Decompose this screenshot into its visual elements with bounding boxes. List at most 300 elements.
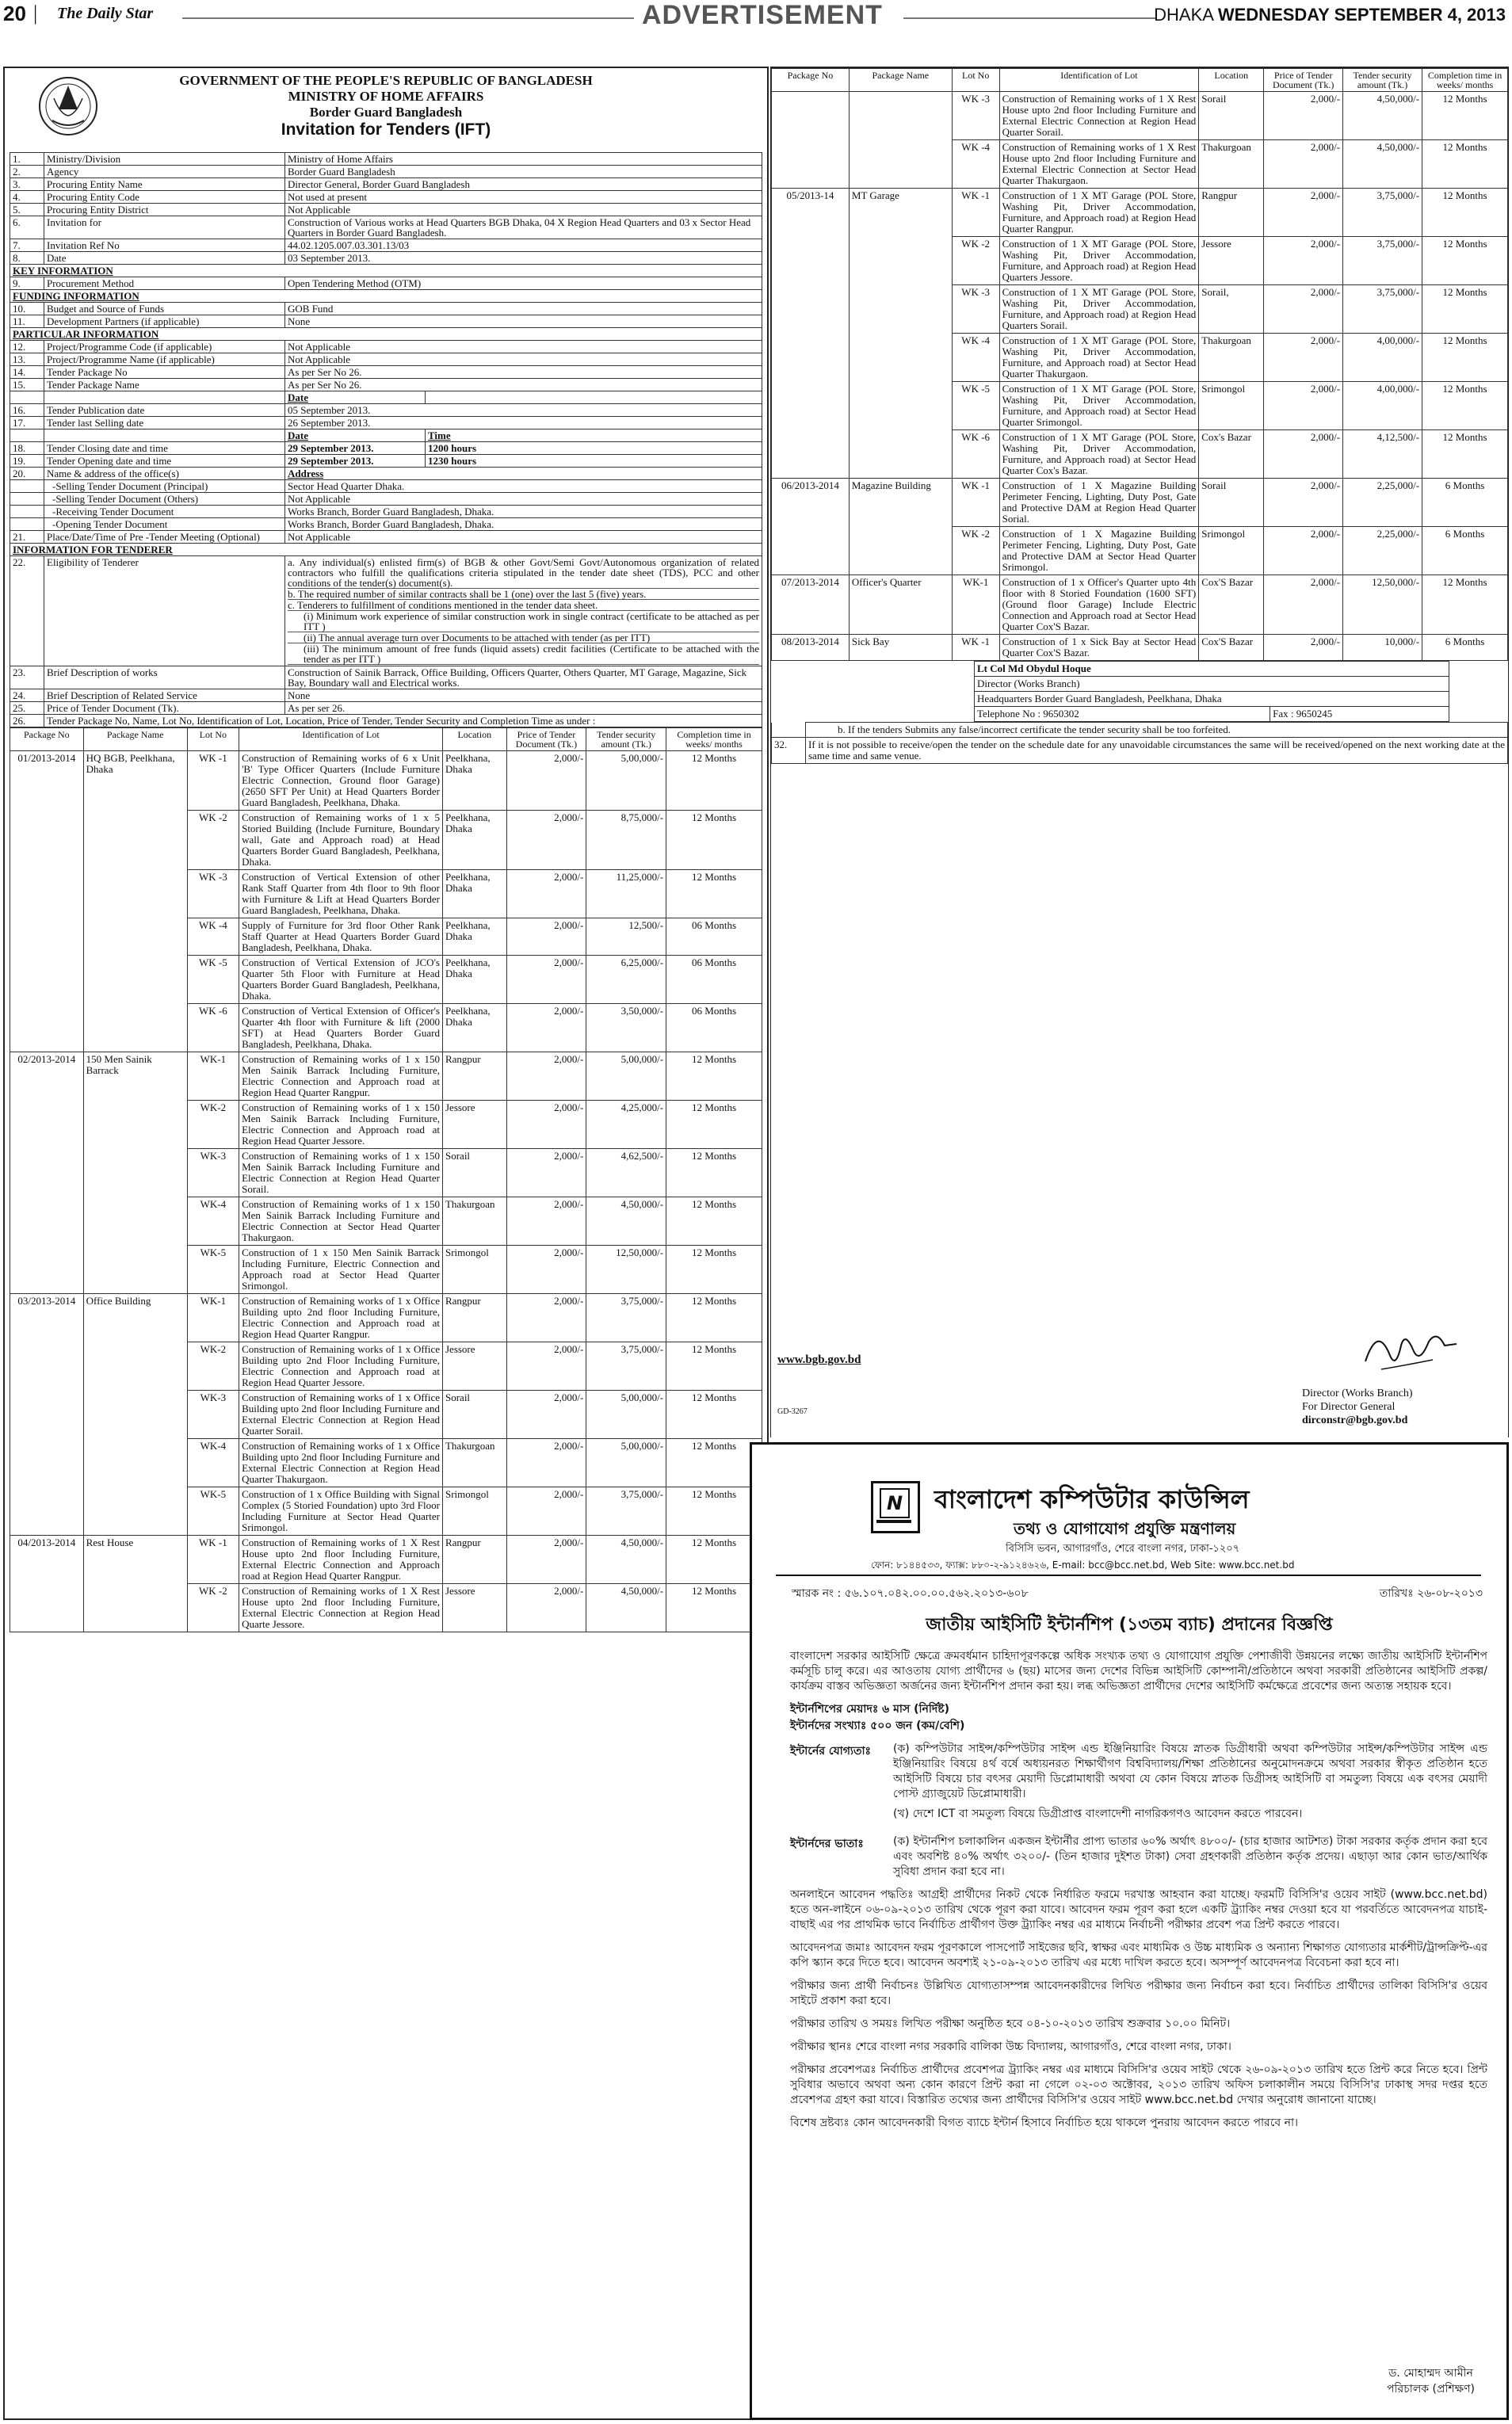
package-no: 07/2013-2014 xyxy=(772,575,850,635)
column-header: Package Name xyxy=(83,728,187,751)
lot-identification: Construction of Remaining works of 1 x 5 Storied Building (Include Furniture, Boundary wall, Gate and Approach road) at Head Quarters Border Guard Bangladesh, Peelkhana, Dhaka. xyxy=(239,811,443,870)
tender-security: 3,75,000/- xyxy=(586,1487,666,1536)
blank-cell xyxy=(44,391,285,404)
info-row-value: GOB Fund xyxy=(285,303,762,315)
info-row-num: 14. xyxy=(10,366,44,379)
info-row-key: Project/Programme Name (if applicable) xyxy=(44,353,285,366)
tender-price: 2,000/- xyxy=(1264,140,1343,189)
info-row-key: -Opening Tender Document xyxy=(44,518,285,531)
tender-price: 2,000/- xyxy=(506,1294,586,1342)
info-row-key: Procuring Entity Name xyxy=(44,178,285,191)
bcc-elig-kha: (খ) দেশে ICT বা সমতুল্য বিষয়ে ডিগ্রীপ্রাপ্ত বাংলাদেশী নাগরিকগণও আবেদন করতে পারবেন। xyxy=(893,1808,1303,1820)
bcc-duration: ইন্টার্নশিপের মেয়াদঃ ৬ মাস (নির্দিষ্ট) xyxy=(790,1703,950,1716)
completion-time: 12 Months xyxy=(1422,382,1508,430)
lot-identification: Construction of 1 X MT Garage (POL Store, Washing Pit, Driver Accommodation, Furniture, and Approach road) at Sector Head Quarter Srimongol. xyxy=(999,382,1199,430)
eligibility-item: (i) Minimum work experience of similar construction work in single contract (certificate to be attached as per ITT ) xyxy=(288,611,759,632)
info-row-value: Address xyxy=(285,468,762,480)
lot-location: Jessore xyxy=(1199,237,1264,285)
tender-price: 2,000/- xyxy=(506,1197,586,1246)
signature-block xyxy=(1302,1387,1413,1427)
lot-identification: Construction of 1 X MT Garage (POL Store, Washing Pit, Driver Accommodation, Furniture, and Approach road) at Region Head Quarter Rangpur. xyxy=(999,189,1199,237)
lot-identification: Supply of Furniture for 3rd floor Other Rank Staff Quarter at Head Quarters Border Guard Bangladesh, Peelkhana, Dhaka. xyxy=(239,918,443,956)
lot-identification: Construction of Remaining works of 1 X Rest House upto 2nd floor Including Furniture and External Electric Connection at Sector Head Quarter Thakurgaon. xyxy=(999,140,1199,189)
tender-price: 2,000/- xyxy=(1264,237,1343,285)
info-row-num: 4. xyxy=(10,191,44,204)
bcc-allow-label: ইন্টার্নদের ভাতাঃ xyxy=(790,1838,864,1850)
info-row-value: Works Branch, Border Guard Bangladesh, Dhaka. xyxy=(285,518,762,531)
lot-location: Jessore xyxy=(442,1101,506,1149)
completion-time: 6 Months xyxy=(1422,527,1508,575)
lot-no: WK-4 xyxy=(187,1197,239,1246)
lot-no: WK -3 xyxy=(952,285,999,334)
lot-no: WK -6 xyxy=(187,1004,239,1052)
agency-title: Border Guard Bangladesh xyxy=(309,105,463,120)
info-row-key: -Selling Tender Document (Others) xyxy=(44,493,285,506)
tender-price: 2,000/- xyxy=(506,1487,586,1536)
blank-cell xyxy=(44,429,285,442)
info-row xyxy=(10,455,762,468)
info-row-key: Tender Closing date and time xyxy=(44,442,285,455)
lot-location: Thakurgoan xyxy=(1199,140,1264,189)
tender-security: 6,25,000/- xyxy=(586,956,666,1004)
bcc-count: ইন্টার্নদের সংখ্যাঃ ৫০০ জন (কম/বেশি) xyxy=(790,1720,965,1732)
header-rule-left xyxy=(182,17,634,19)
table-row xyxy=(10,1294,762,1342)
completion-time: 12 Months xyxy=(666,1101,762,1149)
ift-info-table xyxy=(10,152,762,727)
header-separator: | xyxy=(33,2,38,25)
info-row-num xyxy=(10,480,44,493)
info-row xyxy=(10,341,762,353)
lot-location: Peelkhana, Dhaka xyxy=(442,870,506,918)
info-section xyxy=(10,265,762,277)
info-row-value: As per Ser No 26. xyxy=(285,379,762,391)
package-name: Magazine Building xyxy=(849,479,952,575)
info-row xyxy=(10,689,762,702)
info-row-key: -Receiving Tender Document xyxy=(44,506,285,518)
info-row-num: 13. xyxy=(10,353,44,366)
contact-block xyxy=(974,661,1449,722)
info-row xyxy=(10,715,762,727)
column-header: Completion time in weeks/ months xyxy=(666,728,762,751)
column-header: Identification of Lot xyxy=(999,69,1199,92)
info-row-value: 29 September 2013. xyxy=(285,442,426,455)
info-row-value: 26 September 2013. xyxy=(285,417,762,429)
lot-location: Peelkhana, Dhaka xyxy=(442,811,506,870)
tender-security: 12,500/- xyxy=(586,918,666,956)
bcc-exam-date: পরীক্ষার তারিখ ও সময়ঃ লিখিত পরীক্ষা অনুষ্ঠিত হবে ০৪-১০-২০১৩ তারিখ শুক্রবার ১০.০০ মিনিট। xyxy=(790,2017,1231,2030)
lot-no: WK -2 xyxy=(952,527,999,575)
tender-security: 4,00,000/- xyxy=(1343,334,1422,382)
completion-time: 12 Months xyxy=(666,1197,762,1246)
tender-security: 4,50,000/- xyxy=(1343,140,1422,189)
completion-time: 12 Months xyxy=(666,811,762,870)
right-works-table xyxy=(771,68,1508,661)
column-header: Price of Tender Document (Tk.) xyxy=(506,728,586,751)
info-row-key: Procuring Entity District xyxy=(44,204,285,216)
info-row-value: None xyxy=(285,315,762,328)
eligibility-item: a. Any individual(s) enlisted firm(s) of BGB & other Govt/Semi Govt/Autonomous organization of related contractors who fulfill the qualifications criteria stipulated in the tender date sheet (TDS), PCC and other conditions of the tender(s) document(s). xyxy=(288,556,759,589)
table-row xyxy=(772,575,1508,635)
table-row xyxy=(10,1052,762,1101)
info-row xyxy=(10,556,762,666)
lot-identification: Construction of Vertical Extension of other Rank Staff Quarter from 4th floor to 9th floor with Furniture & Lift at Head Quarters Border Guard Bangladesh, Peelkhana, Dhaka. xyxy=(239,870,443,918)
info-row xyxy=(10,277,762,290)
lot-identification: Construction of Remaining works of 1 x 150 Men Sainik Barrack Including Furniture, Electric Connection and Approach road at Region Head Quarter Jessore. xyxy=(239,1101,443,1149)
tender-price: 2,000/- xyxy=(1264,285,1343,334)
info-row-num: 23. xyxy=(10,666,44,689)
completion-time: 6 Months xyxy=(1422,635,1508,661)
info-row-num xyxy=(10,518,44,531)
info-row-value: Director General, Border Guard Bangladesh xyxy=(285,178,762,191)
info-row-key: Agency xyxy=(44,166,285,178)
info-row-num: 6. xyxy=(10,216,44,239)
tender-security: 4,25,000/- xyxy=(586,1101,666,1149)
lot-no: WK -4 xyxy=(952,334,999,382)
info-row-value: 44.02.1205.007.03.301.13/03 xyxy=(285,239,762,252)
info-row-value: Not Applicable xyxy=(285,353,762,366)
bcc-signature xyxy=(1387,2365,1475,2397)
sig-for: For Director General xyxy=(1302,1401,1396,1413)
info-row-num: 20. xyxy=(10,468,44,480)
info-section xyxy=(10,328,762,341)
info-row-key: Tender Publication date xyxy=(44,404,285,417)
header-date xyxy=(1154,5,1506,25)
lot-location: Srimongol xyxy=(1199,527,1264,575)
info-row-key: Development Partners (if applicable) xyxy=(44,315,285,328)
info-row-num xyxy=(10,506,44,518)
lot-location: Thakurgoan xyxy=(442,1439,506,1487)
info-row xyxy=(10,404,762,417)
info-row-num: 11. xyxy=(10,315,44,328)
table-row xyxy=(772,479,1508,527)
tender-security: 2,25,000/- xyxy=(1343,479,1422,527)
completion-time: 12 Months xyxy=(666,1487,762,1536)
lot-location: Rangpur xyxy=(442,1294,506,1342)
info-row-value: Construction of Sainik Barrack, Office Building, Officers Quarter, Others Quarter, MT Garage, Magazine, Sick Bay, Boundary wall and Electrical works. xyxy=(285,666,762,689)
info-row-num: 25. xyxy=(10,702,44,715)
lot-location: Rangpur xyxy=(442,1536,506,1584)
info-row-num: 19. xyxy=(10,455,44,468)
info-row-value: Border Guard Bangladesh xyxy=(285,166,762,178)
bgb-website-link[interactable]: www.bgb.gov.bd xyxy=(777,1353,861,1366)
info-row-key: Tender Package No xyxy=(44,366,285,379)
info-row-value: Not Applicable xyxy=(285,341,762,353)
package-name: Rest House xyxy=(83,1536,187,1632)
completion-time: 06 Months xyxy=(666,956,762,1004)
info-row-num: 10. xyxy=(10,303,44,315)
column-header: Tender security amount (Tk.) xyxy=(1343,69,1422,92)
lot-no: WK -4 xyxy=(952,140,999,189)
package-name: HQ BGB, Peelkhana, Dhaka xyxy=(83,751,187,1052)
bcc-logo-icon xyxy=(871,1481,920,1533)
info-row-num: 2. xyxy=(10,166,44,178)
lot-identification: Construction of Vertical Extension of Officer's Quarter 4th floor with Furniture & lift (2000 SFT) at Head Quarters Border Guard Bangladesh, Peelkhana, Dhaka. xyxy=(239,1004,443,1052)
column-header: Location xyxy=(442,728,506,751)
info-row-value: Sector Head Quarter Dhaka. xyxy=(285,480,762,493)
lot-no: WK-2 xyxy=(187,1101,239,1149)
info-row xyxy=(10,252,762,265)
info-row-key: Tender Opening date and time xyxy=(44,455,285,468)
blank-cell xyxy=(10,429,44,442)
lot-location: Thakurgoan xyxy=(442,1197,506,1246)
info-row-value: Not Applicable xyxy=(285,204,762,216)
info-row xyxy=(10,315,762,328)
info-row xyxy=(10,191,762,204)
completion-time: 12 Months xyxy=(1422,575,1508,635)
tender-price: 2,000/- xyxy=(1264,479,1343,527)
lot-location: Sorail xyxy=(442,1149,506,1197)
tender-price: 2,000/- xyxy=(1264,527,1343,575)
lot-location: Srimongol xyxy=(442,1246,506,1294)
time-header: Time xyxy=(426,429,762,442)
info-row xyxy=(10,216,762,239)
info-row-value: 03 September 2013. xyxy=(285,252,762,265)
lot-identification: Construction of Remaining works of 6 x Unit 'B' Type Officer Quarters (Include Furniture Electric Connection, Ground floor Garage) (2650 SFT Per Unit) at Head Quarters Border Guard Bangladesh, Peelkhana, Dhaka. xyxy=(239,751,443,811)
info-row-num: 17. xyxy=(10,417,44,429)
contact-designation: Director (Works Branch) xyxy=(975,677,1449,692)
tender-price: 2,000/- xyxy=(506,1439,586,1487)
column-header: Completion time in weeks/ months xyxy=(1422,69,1508,92)
header-city: DHAKA xyxy=(1154,5,1213,25)
lot-location: Peelkhana, Dhaka xyxy=(442,956,506,1004)
tender-security: 4,00,000/- xyxy=(1343,382,1422,430)
info-row-num: 8. xyxy=(10,252,44,265)
bgb-ift-continued xyxy=(770,67,1509,1437)
lot-location: Peelkhana, Dhaka xyxy=(442,751,506,811)
completion-time: 12 Months xyxy=(1422,285,1508,334)
masthead: The Daily Star xyxy=(57,5,154,22)
completion-time: 12 Months xyxy=(666,751,762,811)
info-row xyxy=(10,417,762,429)
lot-no: WK -1 xyxy=(187,751,239,811)
bcc-notice-title: জাতীয় আইসিটি ইন্টার্নশিপ (১৩তম ব্যাচ) প্রদানের বিজ্ঞপ্তি xyxy=(926,1615,1333,1635)
info-row-value: As per ser 26. xyxy=(285,702,762,715)
info-row-num: 22. xyxy=(10,556,44,666)
info-row-value: As per Ser No 26. xyxy=(285,366,762,379)
info-row-num: 5. xyxy=(10,204,44,216)
lot-identification: Construction of Remaining works of 1 x Office Building upto 2nd floor Including Furniture and External Electric Connection at Region Head Quarter Sorail. xyxy=(239,1391,443,1439)
lot-no: WK-2 xyxy=(187,1342,239,1391)
info-row-key: Tender last Selling date xyxy=(44,417,285,429)
info-row xyxy=(10,379,762,391)
header-date-text: WEDNESDAY SEPTEMBER 4, 2013 xyxy=(1217,5,1506,25)
section-heading: FUNDING INFORMATION xyxy=(10,290,762,303)
column-header: Package Name xyxy=(849,69,952,92)
tender-price: 2,000/- xyxy=(506,811,586,870)
bcc-address: বিসিসি ভবন, আগারগাঁও, শেরে বাংলা নগর, ঢাকা-১২০৭ xyxy=(1006,1543,1240,1555)
tender-security: 4,62,500/- xyxy=(586,1149,666,1197)
tender-security: 4,50,000/- xyxy=(586,1197,666,1246)
completion-time: 6 Months xyxy=(1422,479,1508,527)
gd-code: GD-3267 xyxy=(777,1407,808,1416)
info-row-key: Price of Tender Document (Tk). xyxy=(44,702,285,715)
lot-identification: Construction of Remaining works of 1 X Rest House upto 2nd floor Including Furniture, External Electric Connection at Region Head Quarte Jessore. xyxy=(239,1584,443,1632)
tender-price: 2,000/- xyxy=(506,918,586,956)
lot-location: Cox'S Bazar xyxy=(1199,575,1264,635)
info-row xyxy=(10,518,762,531)
bcc-admit: পরীক্ষার প্রবেশপত্রঃ নির্বাচিত প্রার্থীদের প্রবেশপত্র ট্র্যাকিং নম্বর এর মাধ্যমে বিসিসি'র ওয়েব সাইট থেকে ২৬-০৯-২০১৩ তারিখ হতে প্রিন্ট করে নিতে হবে। প্রিন্ট সুবিধার অভাবে অথবা অন্য কোন কারণে প্রিন্ট করা না গেলে ০২-০৩ অক্টোবর, ২০১৩ তারিখ অফিস চলাকালীন সময়ে বিসিসি'র ঢাকাস্থ সদর দপ্তর হতে প্রবেশপত্র গ্রহণ করা যাবে। বিস্তারিত তথ্যের জন্য প্রার্থীদের বিসিসি'র ওয়েব সাইট www.bcc.net.bd দেখার অনুরোধ জানানো যাচ্ছে। xyxy=(790,2063,1487,2106)
info-row-num xyxy=(10,493,44,506)
info-row xyxy=(10,166,762,178)
section-heading: PARTICULAR INFORMATION xyxy=(10,328,762,341)
completion-time: 12 Months xyxy=(666,1536,762,1584)
bcc-body xyxy=(790,1649,1487,2139)
lot-no: WK-3 xyxy=(187,1391,239,1439)
package-name: MT Garage xyxy=(849,189,952,479)
table-row xyxy=(772,92,1508,140)
lot-location: Jessore xyxy=(442,1342,506,1391)
info-row xyxy=(10,153,762,166)
column-header: Package No xyxy=(10,728,84,751)
lot-no: WK-1 xyxy=(187,1052,239,1101)
bcc-intro: বাংলাদেশ সরকার আইসিটি ক্ষেত্রে ক্রমবর্ধমান চাহিদাপূরণকল্পে অধিক সংখ্যক তথ্য ও যোগাযোগ প্রযুক্তি পেশাজীবী উন্নয়নের লক্ষ্যে জাতীয় আইসিটি ইন্টার্নশিপ কর্মসূচি চালু করে। এর আওতায় যোগ্য প্রার্থীদের ৬ (ছয়) মাসের জন্য দেশের বিভিন্ন আইসিটি কোম্পানী/প্রতিষ্ঠানে অথবা সরকারী প্রতিষ্ঠানের আইসিটি প্রকল্প/কার্যক্রম বাস্তব অভিজ্ঞতা অর্জনের জন্য ইন্টার্নশিপ প্রদান করা হয়। লব্ধ অভিজ্ঞতা প্রার্থীদের দেশের আইসিটি কর্মক্ষেত্রে প্রবেশের জন্য অত্যন্ত সহায়ক হবে। xyxy=(790,1650,1487,1693)
eligibility-criteria xyxy=(285,556,762,666)
completion-time: 12 Months xyxy=(1422,140,1508,189)
tender-price: 2,000/- xyxy=(1264,189,1343,237)
info-row-key: Name & address of the office(s) xyxy=(44,468,285,480)
lot-location: Peelkhana, Dhaka xyxy=(442,1004,506,1052)
info-row xyxy=(10,666,762,689)
tender-security: 2,25,000/- xyxy=(1343,527,1422,575)
lot-location: Sorail xyxy=(442,1391,506,1439)
info-row-key: Ministry/Division xyxy=(44,153,285,166)
bgb-ift-advertisement xyxy=(3,67,769,2420)
tender-price: 2,000/- xyxy=(1264,382,1343,430)
bcc-elig-ka: (ক) কম্পিউটার সাইন্স/কম্পিউটার সাইন্স এন্ড ইঞ্জিনিয়ারিং বিষয়ে স্নাতক ডিগ্রীধারী অথবা কম্পিউটার সাইন্স/কম্পিউটার সাইন্স এন্ড ইঞ্জিনিয়ারিং বিষয়ে ৪র্থ বর্ষে অধ্যয়নরত শিক্ষার্থীগণ বিশ্ববিদ্যালয়/শিক্ষা প্রতিষ্ঠানের অনুমোদনক্রমে অথবা সরকার স্বীকৃত প্রতিষ্ঠান হতে আইসিটি বিষয়ে চার বৎসর মেয়াদী ডিপ্লোমাধারী অথবা যে কোন বিষয়ে স্নাতক ডিগ্রীসহ আইসিটি বা সমতুল্য বিষয়ে এক বৎসর মেয়াদী পোস্ট গ্র্যাজুয়েট ডিপ্লোমাধারী। xyxy=(893,1743,1487,1800)
bcc-contact: ফোন: ৮১৪৪৫৩৩, ফ্যাক্স: ৮৮০-২-৯১২৪৬২৬, E-mail: bcc@bcc.net.bd, Web Site: www.bcc.net.bd xyxy=(871,1559,1295,1571)
lot-location: Cox's Bazar xyxy=(1199,430,1264,479)
completion-time: 12 Months xyxy=(1422,189,1508,237)
lot-identification: Construction of 1 X Magazine Building Perimeter Fencing, Lighting, Duty Post, Gate and Protective DAM at Sector Head Quarter Srimongol. xyxy=(999,527,1199,575)
tender-security: 5,00,000/- xyxy=(586,1391,666,1439)
info-row xyxy=(10,506,762,518)
completion-time: 12 Months xyxy=(666,1439,762,1487)
info-row-value: 05 September 2013. xyxy=(285,404,762,417)
tender-price: 2,000/- xyxy=(506,1391,586,1439)
bcc-allowance xyxy=(790,1834,1487,1888)
eligibility-item: b. The required number of similar contracts shall be 1 (one) over the last 5 (five) years. xyxy=(288,589,759,600)
lot-location: Cox'S Bazar xyxy=(1199,635,1264,661)
info-row-value: Open Tendering Method (OTM) xyxy=(285,277,762,290)
info-row-value: Construction of Various works at Head Quarters BGB Dhaka, 04 X Region Head Quarters and 03 x Sector Head Quarters in Border Guard Bangladesh. xyxy=(285,216,762,239)
ift-title: Invitation for Tenders (IFT) xyxy=(281,120,491,139)
bcc-memo-no: স্মারক নং : ৫৬.১০৭.০৪২.০০.০০.৫৬২.২০১৩-৬০৮ xyxy=(792,1587,1029,1600)
sig-email[interactable]: dirconstr@bgb.gov.bd xyxy=(1302,1414,1408,1426)
lot-location: Srimongol xyxy=(1199,382,1264,430)
table-row xyxy=(10,1536,762,1584)
tender-security: 5,00,000/- xyxy=(586,1439,666,1487)
newspaper-header xyxy=(0,0,1512,30)
lot-location: Rangpur xyxy=(1199,189,1264,237)
info-row-key: Project/Programme Code (if applicable) xyxy=(44,341,285,353)
lot-location: Sorail, xyxy=(1199,285,1264,334)
contact-fax: Fax : 9650245 xyxy=(1270,707,1449,722)
package-name: Office Building xyxy=(83,1294,187,1536)
completion-time: 12 Months xyxy=(666,1246,762,1294)
lot-location: Jessore xyxy=(442,1584,506,1632)
completion-time: 12 Months xyxy=(666,1584,762,1632)
package-name xyxy=(849,92,952,189)
lot-identification: Construction of Remaining works of 1 X Rest House upto 2nd floor Including Furniture and External Electric Connection at Region Head Quarter Sorail. xyxy=(999,92,1199,140)
lot-location: Sorail xyxy=(1199,92,1264,140)
lot-no: WK-5 xyxy=(187,1487,239,1536)
bcc-sign-title: পরিচালক (প্রশিক্ষণ) xyxy=(1387,2383,1475,2395)
info-row xyxy=(10,239,762,252)
table-row xyxy=(772,189,1508,237)
completion-time: 06 Months xyxy=(666,1004,762,1052)
tender-security: 4,50,000/- xyxy=(1343,92,1422,140)
time-header xyxy=(426,391,762,404)
bcc-online: অনলাইনে আবেদন পদ্ধতিঃ আগ্রহী প্রার্থীদের নিকট থেকে নির্ধারিত ফরমে দরখাস্ত আহবান করা যাচ্ছে। ফরমটি বিসিসি'র ওয়েব সাইট (www.bcc.net.bd) হতে অন-লাইনে ০৬-০৯-২০১৩ তারিখ থেকে পূরণ করা যাবে। আবেদন ফরম পূরণ করা হলে একটি ট্র্যাকিং নম্বর দেওয়া হবে যা পরবর্তিতে আবেদনপত্র যাচাই-বাছাই এর পর প্রাথমিক ভাবে নির্বাচিত প্রার্থীগণ উক্ত ট্র্যাকিং নম্বর এর মাধ্যমে নির্বাচনী পরীক্ষার প্রবেশ পত্র প্রিন্ট করতে পারবে। xyxy=(790,1888,1487,1931)
package-name: Sick Bay xyxy=(849,635,952,661)
tender-security: 11,25,000/- xyxy=(586,870,666,918)
bcc-select: পরীক্ষার জন্য প্রার্থী নির্বাচনঃ উল্লিখিত যোগ্যতাসম্পন্ন আবেদনকারীদের লিখিত পরীক্ষার জন্য নির্বাচন করা হবে। নির্বাচিত প্রার্থীদের তালিকা বিসিসি'র ওয়েব সাইটে প্রকাশ করা হবে। xyxy=(790,1979,1487,2007)
lot-no: WK -2 xyxy=(187,811,239,870)
tender-price: 2,000/- xyxy=(1264,334,1343,382)
lot-identification: Construction of Vertical Extension of JCO's Quarter 5th Floor with Furniture at Head Quarters Border Guard Bangladesh, Peelkhana, Dhaka. xyxy=(239,956,443,1004)
info-row-key: Budget and Source of Funds xyxy=(44,303,285,315)
info-row-num: 18. xyxy=(10,442,44,455)
left-works-table xyxy=(10,727,762,1632)
tender-price: 2,000/- xyxy=(506,1101,586,1149)
date-header: Date xyxy=(285,391,426,404)
column-header: Identification of Lot xyxy=(239,728,443,751)
info-row-value: Works Branch, Border Guard Bangladesh, Dhaka. xyxy=(285,506,762,518)
completion-time: 12 Months xyxy=(666,1149,762,1197)
tender-security: 12,50,000/- xyxy=(1343,575,1422,635)
lot-identification: Construction of 1 X MT Garage (POL Store, Washing Pit, Driver Accommodation, Furniture, and Approach road) at Sector Head Quarter Thakurgaon. xyxy=(999,334,1199,382)
note-b: b. If the tenders Submits any false/incorrect certificate the tender security shall be too forfeited. xyxy=(806,723,1508,738)
column-header: Lot No xyxy=(187,728,239,751)
info-row-time: 1200 hours xyxy=(426,442,762,455)
tender-price: 2,000/- xyxy=(1264,575,1343,635)
lot-identification: Construction of Remaining works of 1 x 150 Men Sainik Barrack Including Furniture and Electric Connection at Region Head Quarter Sorail. xyxy=(239,1149,443,1197)
date-header-row xyxy=(10,391,762,404)
section-heading: INFORMATION FOR TENDERER xyxy=(10,544,762,556)
info-row xyxy=(10,442,762,455)
lot-identification: Construction of 1 x Office Building with Signal Complex (5 Storied Foundation) upto 3rd Floor Including Furniture at Sector Head Quarter Srimongol. xyxy=(239,1487,443,1536)
info-row-key: Tender Package No, Name, Lot No, Identification of Lot, Location, Price of Tender, Tender Security and Completion Time as under : xyxy=(44,715,762,727)
lot-no: WK -2 xyxy=(187,1584,239,1632)
lot-identification: Construction of 1 X MT Garage (POL Store, Washing Pit, Driver Accommodation, Furniture, and Approach road) at Sector Head Quarter Cox's Bazar. xyxy=(999,430,1199,479)
bcc-allow-ka: (ক) ইন্টার্নশিপ চলাকালিন একজন ইন্টার্নীর প্রাপ্য ভাতার ৬০% অর্থাৎ ৪৮০০/- (চার হাজার আটশত) টাকা সরকার কর্তৃক প্রদান করা হবে এবং অবশিষ্ট ৪০% অর্থাৎ ৩২০০/- (তিন হাজার দুইশত টাকা) সেবা গ্রহণকারী প্রতিষ্ঠান কর্তৃক প্রদেয়। এছাড়া আর কোন ভাত/আর্থিক সুবিধা প্রদান করা হবে না। xyxy=(893,1835,1487,1878)
sig-designation: Director (Works Branch) xyxy=(1302,1388,1413,1399)
bcc-logo-bar xyxy=(876,1520,911,1523)
lot-location: Sorail xyxy=(1199,479,1264,527)
column-header: Package No xyxy=(772,69,850,92)
package-no: 01/2013-2014 xyxy=(10,751,84,1052)
lot-identification: Construction of 1 X MT Garage (POL Store, Washing Pit, Driver Accommodation, Furniture, and Approach road) at Region Head Quarters Jessore. xyxy=(999,237,1199,285)
info-row-num: 21. xyxy=(10,531,44,544)
date-header: Date xyxy=(285,429,426,442)
package-no: 05/2013-14 xyxy=(772,189,850,479)
bcc-memo-date: তারিখঃ ২৬-০৮-২০১৩ xyxy=(1379,1587,1483,1600)
bcc-exam-place: পরীক্ষার স্থানঃ শেরে বাংলা নগর সরকারি বালিকা উচ্চ বিদ্যালয়, আগারগাঁও, শেরে বাংলা নগর, ঢাকা। xyxy=(790,2040,1231,2053)
info-row-key: Brief Description of works xyxy=(44,666,285,689)
package-no: 06/2013-2014 xyxy=(772,479,850,575)
info-row xyxy=(10,493,762,506)
info-row-num: 16. xyxy=(10,404,44,417)
tender-security: 4,50,000/- xyxy=(586,1584,666,1632)
ift-heading xyxy=(5,68,767,152)
lot-no: WK -3 xyxy=(187,870,239,918)
package-no: 04/2013-2014 xyxy=(10,1536,84,1632)
lot-no: WK -5 xyxy=(952,382,999,430)
info-row-num: 15. xyxy=(10,379,44,391)
info-row-num: 1. xyxy=(10,153,44,166)
lot-no: WK-3 xyxy=(187,1149,239,1197)
